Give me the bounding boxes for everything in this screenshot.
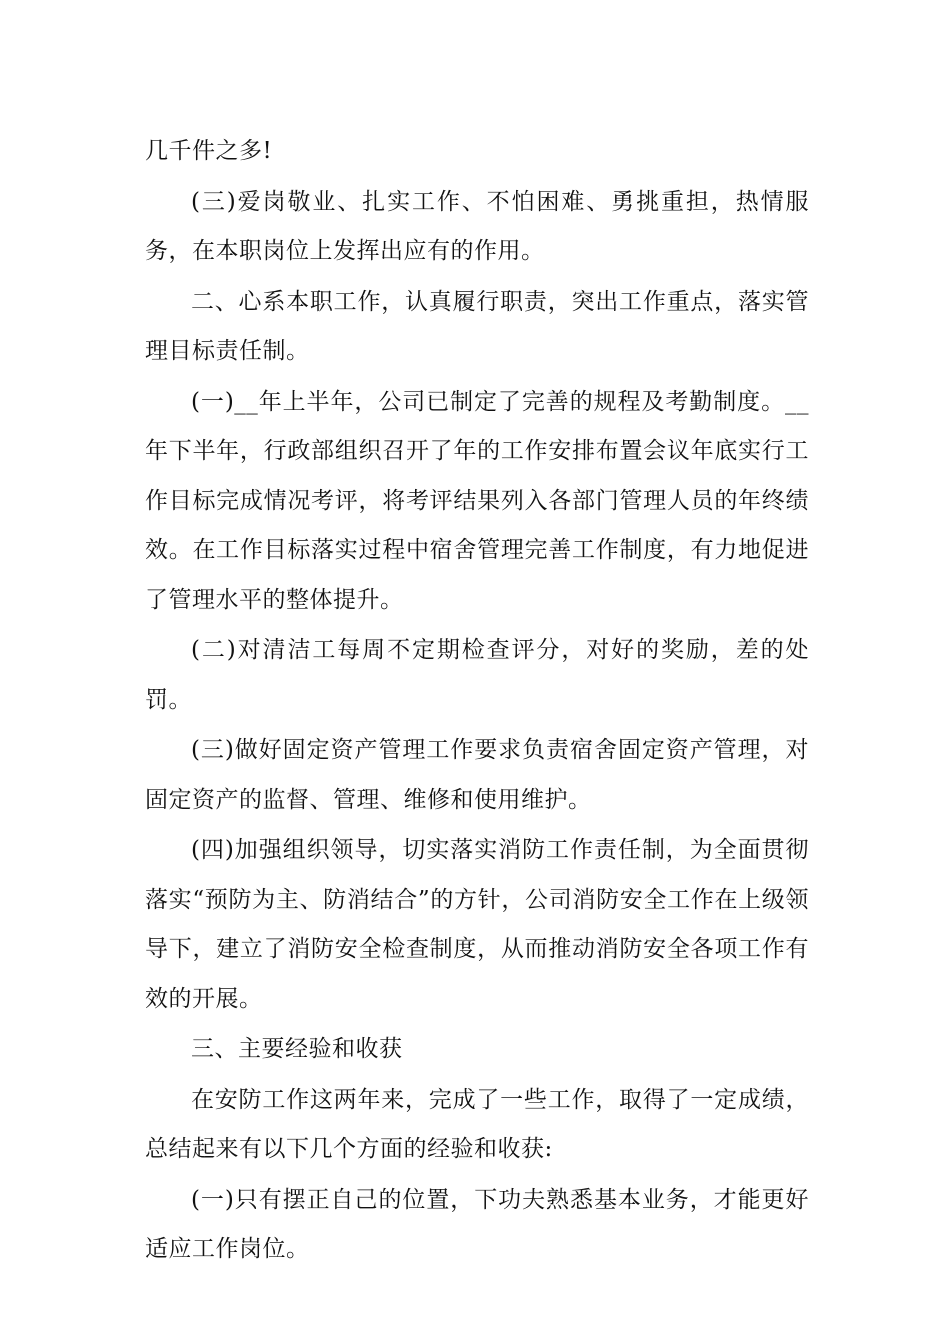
paragraph-item-1-rules: (一)__年上半年，公司已制定了完善的规程及考勤制度。__年下半年，行政部组织召开了年的工作安排布置会议年底实行工作目标完成情况考评，将考评结果列入各部门管理人员的年终绩效。在工作目标落实过程中宿舍管理完善工作制度，有力地促进了管理水平的整体提升。	[145, 388, 809, 613]
paragraph-continuation: 几千件之多!	[145, 138, 273, 164]
paragraph-item-4-fire-safety: (四)加强组织领导，切实落实消防工作责任制，为全面贯彻落实“预防为主、防消结合”的方针，公司消防安全工作在上级领导下，建立了消防安全检查制度，从而推动消防安全各项工作有效的开展。	[145, 837, 809, 1012]
paragraph-experience-intro: 在安防工作这两年来，完成了一些工作，取得了一定成绩，总结起来有以下几个方面的经验和收获:	[145, 1086, 809, 1162]
paragraph-item-3-assets: (三)做好固定资产管理工作要求负责宿舍固定资产管理，对固定资产的监督、管理、维修和使用维护。	[145, 737, 809, 813]
paragraph-item-1-position: (一)只有摆正自己的位置，下功夫熟悉基本业务，才能更好适应工作岗位。	[145, 1186, 809, 1262]
paragraph-item-3-dedication: (三)爱岗敬业、扎实工作、不怕困难、勇挑重担，热情服务，在本职岗位上发挥出应有的作用。	[145, 188, 809, 264]
paragraph-item-2-cleaning: (二)对清洁工每周不定期检查评分，对好的奖励，差的处罚。	[145, 637, 809, 713]
document-body	[145, 127, 809, 1276]
section-heading-3: 三、主要经验和收获	[191, 1036, 403, 1062]
section-heading-2: 二、心系本职工作，认真履行职责，突出工作重点，落实管理目标责任制。	[145, 288, 809, 364]
